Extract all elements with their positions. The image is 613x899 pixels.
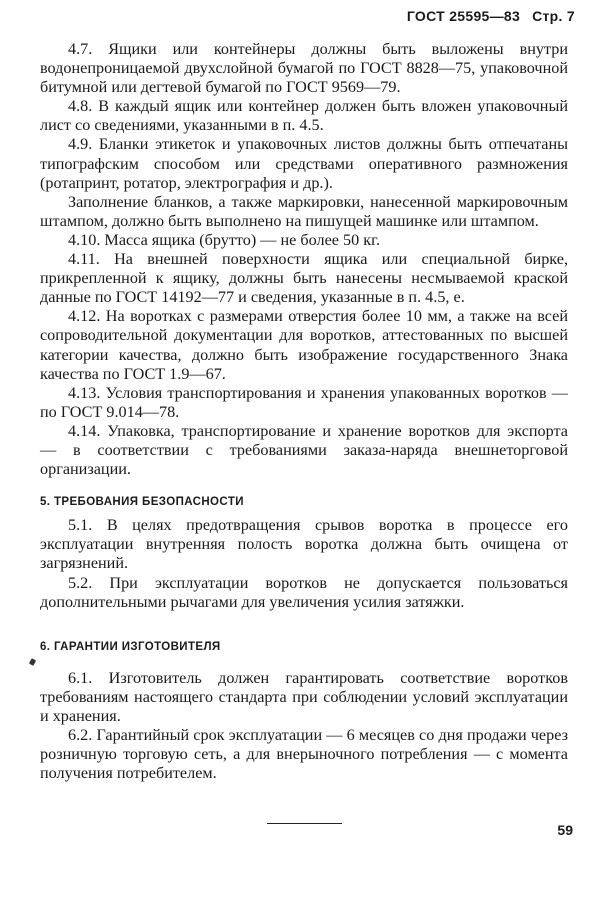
standard-number: ГОСТ 25595—83 bbox=[406, 8, 521, 24]
end-rule bbox=[267, 823, 342, 824]
section-6-title: 6. ГАРАНТИИ ИЗГОТОВИТЕЛЯ bbox=[40, 640, 221, 653]
paragraph-4-9: 4.9. Бланки этикеток и упаковочных листов должны быть отпечатаны типографским способом или средствами оперативного размножения (ротапринт, ротатор, электрография и др.). bbox=[40, 135, 568, 192]
paragraph-6-2: 6.2. Гарантийный срок эксплуатации — 6 месяцев со дня продажи через розничную торговую сеть, а для внерыночного потребления — с момента получения потребителем. bbox=[40, 726, 568, 783]
paragraph-4-13: 4.13. Условия транспортирования и хранения упакованных воротков — по ГОСТ 9.014—78. bbox=[40, 383, 568, 421]
paragraph-4-11: 4.11. На внешней поверхности ящика или специальной бирке, прикрепленной к ящику, должны быть нанесены несмываемой краской данные по ГОСТ 14192—77 и сведения, указанные в п. 4.5, е. bbox=[40, 250, 568, 307]
margin-mark bbox=[29, 658, 36, 666]
paragraph-4-8: 4.8. В каждый ящик или контейнер должен быть вложен упаковочный лист со сведениями, указанными в п. 4.5. bbox=[40, 97, 568, 135]
running-header bbox=[407, 8, 575, 24]
paragraph-5-1: 5.1. В целях предотвращения срывов воротка в процессе его эксплуатации внутренняя полость воротка должна быть очищена от загрязнений. bbox=[40, 516, 568, 573]
page-label: Стр. 7 bbox=[532, 8, 575, 24]
paragraph-5-2: 5.2. При эксплуатации воротков не допускается пользоваться дополнительными рычагами для увеличения усилия затяжки. bbox=[40, 573, 568, 611]
paragraph-6-1: 6.1. Изготовитель должен гарантировать соответствие воротков требованиям настоящего стандарта при соблюдении условий эксплуатации и хранения. bbox=[40, 668, 568, 725]
paragraph-4-10: 4.10. Масса ящика (брутто) — не более 50 кг. bbox=[68, 230, 380, 249]
paragraph-4-9-filling: Заполнение бланков, а также маркировки, нанесенной маркировочным штампом, должно быть выполнено на пишущей машинке или штампом. bbox=[40, 192, 568, 230]
paragraph-4-7: 4.7. Ящики или контейнеры должны быть выложены внутри водонепроницаемой двухслойной бумагой по ГОСТ 8828—75, упаковочной битумной или дегтевой бумагой по ГОСТ 9569—79. bbox=[40, 40, 568, 97]
page-body bbox=[40, 40, 568, 824]
paragraph-4-14: 4.14. Упаковка, транспортирование и хранение воротков для экспорта — в соответствии с требованиями заказа-наряда внешнеторговой организации. bbox=[40, 421, 568, 479]
section-5-title: 5. ТРЕБОВАНИЯ БЕЗОПАСНОСТИ bbox=[40, 496, 244, 509]
paragraph-4-12: 4.12. На воротках с размерами отверстия более 10 мм, а также на всей сопроводительной документации для воротков, аттестованных по высшей категории качества, должно быть изображение государственного Знака качества по ГОСТ 1.9—67. bbox=[40, 307, 568, 383]
page-number: 59 bbox=[557, 822, 573, 838]
